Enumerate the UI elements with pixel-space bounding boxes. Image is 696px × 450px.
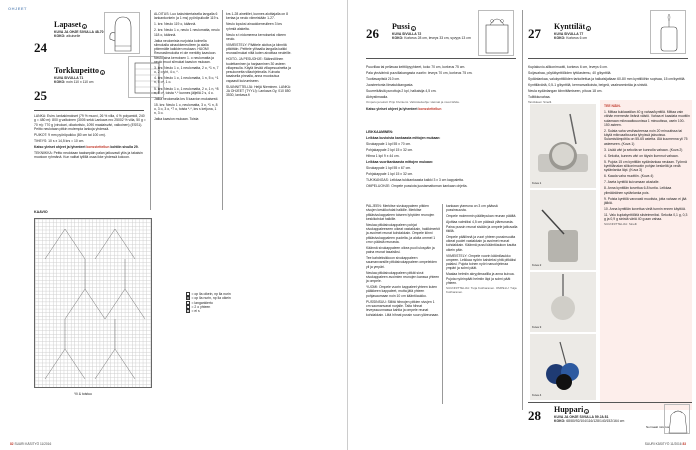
photo-4 (530, 334, 596, 400)
photo-3 (530, 272, 596, 332)
instruction-row-5: 5. krs: Neulo 1 o, 1 neulomatta, 2 o, 1 n, *8 n, 8 o*, toista *-* kunnes jäljellä 2 s, 4 o. (154, 86, 219, 95)
right-page (348, 0, 696, 450)
photo-1 (530, 104, 596, 188)
mitten-sketch (104, 12, 140, 54)
katso-text: Katso yleiset ohjeet ja lyhenteet (34, 144, 86, 149)
difficulty-icon: ● (83, 24, 86, 29)
instructions-column-3 (226, 12, 292, 99)
pattern-28-subtitle: KUVA JA OHJE SIVULLA 59 JA 81 (554, 415, 609, 419)
instruction-hoito: HOITO- JA PESUOHJE: Säännöllinen tuulettaminen ja harjaaminen 30 asteen villapesulla. Käytä lievää villapesuainetta ja pesukonetta villaohjelmalla. Kuivata tasaisella pinnalla, anna muotoutua vapaasti kuivumiseen. (226, 57, 291, 83)
instruction-row-4: 4. krs: Neulo 1 o, 1 neulomatta, 1 n, 5 o, *1 n, 5 o*, 1 o. (154, 76, 219, 85)
divider (528, 402, 692, 403)
photo-label-3: Kuva 3 (532, 325, 542, 330)
photo-label-1: Kuva 1 (532, 181, 542, 186)
instruction-bind-off: Neulo s:t nidomeena kerrokseksi vikeen neulo. (226, 32, 286, 41)
designer-credit: SUUNNITTELIJA: Heljä Nieminen. LANKA: JA OHJEET (TYYLI): Lankava Oy, 010 850 3530, lankava.fi (226, 84, 292, 98)
difficulty-icon: ● (412, 26, 415, 31)
pattern-28-number: 28 (528, 408, 541, 423)
legend-swatch-yarnover: ○ (187, 301, 190, 306)
left-footer (10, 442, 51, 446)
pattern-27-header (554, 22, 634, 41)
pattern-26-koko: Korkeus 28 cm, leveys 33 cm, syvyys 13 cm (404, 36, 471, 41)
pattern-26-koko-label: KOKO: (392, 36, 404, 41)
legend-item: = op lla oikein, np lla nurin (186, 292, 276, 296)
pattern-25-number: 25 (34, 88, 47, 103)
legend-item: = op lla nurin, np lla oikein (186, 296, 276, 300)
credit-26: Ompelu ja teksti: Pirjo Kiviniemi. Valmisteluohje: Heimat ja muut lähde. (366, 100, 460, 105)
pattern-26-title: Pussi (392, 22, 410, 31)
candle-sketch (650, 10, 686, 54)
bag-sketch (478, 10, 514, 56)
legend-item: = ei s (186, 309, 276, 313)
photo-2 (530, 190, 596, 270)
photo-label-2: Kuva 2 (532, 263, 542, 268)
pattern-27-koko: Korkeus 6 cm (566, 36, 587, 41)
tarvikkeet-26 (366, 60, 516, 113)
instruction-repeat: Jatka kaavion mukaan. Toista (154, 117, 199, 122)
katso-26-link[interactable]: konsstettellun (418, 106, 442, 111)
difficulty-icon: ● (101, 70, 104, 75)
tarvikkeet-27: Kuplakuvio-silikonimuotti, korkeus 6 cm, leveys 6 cm. Soijavahaa, pöytäkynttilöiden tyttöastemu, 40 g/kynttilä. Sydänlankaa, valukynttilöiden tarkoitettua ja halkaisijaltaan 60-80 mm kynttilöihin sopivaa, 15 cm/kynttilä. Kynttiläväriä, 0,5-1 g/kynttilä, kermanvalkoista, beigeä, vaaleanmintäa ja sinistä. Neula sydänlangan kiinnittämiseen, pituus 18 cm. Tulitikkuvahaa. Tarvikkeet: Sinelli. (528, 65, 686, 105)
pattern-25-title: Torkkupeitto (54, 66, 100, 75)
katso-link[interactable]: konsstettellun (86, 144, 110, 149)
pattern-28-header (554, 405, 644, 424)
leikkaaminen-header: LEIKKAAMINEN: (366, 130, 394, 134)
pattern-26-header (392, 22, 482, 41)
photo-label-4: Kuva 4 (532, 393, 542, 398)
instruction-finish-rows: Neulo lopuksi ainaokkeneulleen 3 krs ryhmiä alakelta. (226, 22, 282, 31)
katso-26: Katso yleiset ohjeet ja lyhenteet konsstettellun (366, 106, 442, 111)
pattern-26-subtitle: KUVA SIVULLA 72 (392, 32, 422, 36)
knitting-chart (34, 218, 152, 388)
difficulty-icon: ● (587, 26, 590, 31)
pattern-28-level: Normaali mitoitus (646, 425, 670, 429)
supply-item: Aktrystimaalia. (366, 95, 389, 100)
column-rule (522, 10, 523, 410)
materials-column (34, 114, 146, 161)
katso-tail: kohtiin sivulla 29. (110, 144, 139, 149)
difficulty-icon: ● (585, 409, 588, 414)
pattern-24-koko-label: KOKO: (54, 34, 66, 39)
legend-swatch-no-stitch (186, 309, 190, 313)
leikkaaminen: LEIKKAAMINEN: Leikkaa kuvioista kankaasta mittojen mukaan: Sivukappale 1 kpl 55 x 70 cm. Pohjakappale 2 kpl 15 x 32 cm. Hihna 1 kpl 9 x 44 cm. Leikkaa vuorikankaasta mittojen mukaan: Sivukappale 1 kpl 55 x 67 cm. Pohjakappale 1 kpl 15 x 32 cm. TUKIKANGAS: Leikkaa tukikankaasta kaikki 3 x 3 cm kappaletta. OMPELUOHJE: Ompele pussiota juustamattoman kankaan ohjeita. (366, 130, 516, 190)
pattern-27-koko-label: KOKO: (554, 36, 566, 41)
supply-item: Tuottavapitsiä 210 cm. (366, 77, 400, 82)
chart-title: KAAVIO (34, 210, 48, 214)
instructions-26-col-a: PALJEEN: Merkitse sivukappaleen pitkien sivujen keskikohdat halkille. Merkitse pitkäsivukappaleen toiseen lyhyiden reunojen keskikohdat halkille. Neulaa pitkäsivukappaleen pohjat sivukappaleeseen oikeat vastakkain, haklkimerkit ja avoimet reunat kohdakkain. Ompele kiinni pitkäsivukappaleen puolelta, ja aloita ommel 1 cm:n päästä reunasta. Käännä sivukappaleen oikea puoli ulospäin ja paina reunat tasaisiksi. Tee kahdeksikkoon sivukappaleen saumanvarsille pitkäsivukappaleen ompeleiden yli ja ympäri. Neulaa pitkäsivukappaleen pitkät sivut sivukappaleen avoimien reunojen kanssa yhteen ja ompele. YUOMI: Ompele vuorin kappaleet yhteen kuten pääkkeen kappaleet, mutta jätä yhteen pohjasaumaan noin 10 cm kääntöaukko. PUSSINSUU: Sillitä hihnojen pitkien sivujen 1 cm saumanvarat nurjalle. Taita hihnat leveyssuunnassa kahtia ja ompele reunat kohdakkain. Liitä hihnat pussin suun yläreunaan. (366, 204, 440, 317)
pattern-28-koko-label: KOKO: (554, 419, 566, 424)
pattern-28-koko: 68/80/92/104/116/128/140/152/164 cm (566, 419, 625, 424)
instructions-26-col-b: kankaan ylareuna on 3 cm päässä pussinsuusta. Ompele molemmin päällepukan reunan päältä. Ajoittaa valmiiksi 4,5 cm päässä yläreunasta. Paina pussin reunat sisään ja ompele jatkuvalla tikillä. Ompele pääliinnä ja vuori yhteen pussinsuulta oikeat puolet vastakkain ja avoimet reunat kohdakkain. Käännä pussi kääntöaukon kautta oikein päin. VIIMEISTELY: Ompele vuorin kääntöaukko umpeen. Leikkaa nyörin kahdeksi yhtä pitkäksi palaksi. Pujota toinen nyöri naruohjelmaa ympäri ja solmi päät. Maalaa helmiin akryylimaalilla ja anna kuivua. Pujota nyörinpäät helmiin läpi ja solmi päät yhteen. SUUNNITTELIJA: Tuija Kotiharanen. OMPELU: Tuija Kotiharanen. (446, 204, 518, 294)
instruction-aloitus: ALOITUS: Luo kaksinkertaisella langalla 6 lankankorkein (a 1 ms) pyöröpuikolle 119 s. (154, 12, 220, 21)
general-instructions-note (34, 145, 146, 149)
tekniikka: TEKNIIKKA: Peitto neulotaan taaksepäin palan jatkuvasti ylös ja takaisin muotoon ryhmänä. Kun valitat tyllillä osaa ikke yhdessä kokoon. (34, 150, 143, 160)
supply-item: Pala yksivärinä puuvillakangasta vuoriin: leveys 70 cm, korkeus 75 cm. (366, 71, 473, 76)
supply-item: Juosteetonta liimatukikangasta. (366, 83, 414, 88)
left-magazine: SUURI KÄSITYÖ 11/2016 (14, 442, 52, 446)
instruction-rows: krs 1-28 ainetiilet, kunnes aloittajalla on 8 kertaa ja neulo viimeistään 1-27. (226, 12, 289, 21)
chart-legend (186, 292, 276, 313)
pattern-24-koko: aikuiselle (66, 34, 81, 39)
right-footer (645, 442, 686, 446)
divider (34, 110, 144, 111)
hoodie-sketch (664, 404, 690, 434)
legend-swatch-k2tog: / (186, 305, 190, 309)
supply-item: Suurreikäisiä punottuja 2 kpl, halkaisija 4,5 cm. (366, 89, 437, 94)
instruction-viimeistely: VIIMEISTELY: Päättele aloitus ja kiinnitä pitkittäin. Peittele ylihaalla langalla kaikki reunasilmukat niitä kuten aivoittaa neuleille. (226, 42, 292, 56)
instruction-row-2: 2. krs: Neulo 1 o, neulo 1 neulomatta, neulo 118 o, käännä. (154, 28, 220, 37)
left-page-number: 82 (10, 442, 14, 446)
pattern-28-title: Huppari (554, 405, 584, 414)
instruction-row-1: 1. krs: Neulo 119 o, käännä. (154, 22, 197, 27)
pattern-24-title: Lapaset (54, 20, 82, 29)
steps-list: TEE NÄIN. 1. Mittaa kuklaastilan 40 g vahaa/kynttilä. Mittaa vain vähän enemmän lieänä väistö. Vahaa ei kaadata muottiin sulamaan mikroaaltouunissa 1 minuutissa, usein 100-150 asteen. 2. Sulata vaha vesihauteessa noin 20 minuutissa tai käytä mikroaaltouunia lyhyissä jaksoissa. Sulamislämpötila on 55-65 astetta. Älä kuumenna yli 75 asteeseen. (Kuva 1) 3. Lisää väri ja sekoita se kunnolla vahaan. (Kuva 2) 4. Sekoita, kunnes väri on täysin liuennut vahaan. 5. Pujota 15 cm kynttilän sydänlankaa neulaan. Työnnä kynttilänalan silikonimuotin pohjan keskeltä ja vedä sydänlanka läpi. (Kuva 3) 6. Kaada vaha muottiin. (Kuva 4) 7. Aseta kynttilä kuivumaan alustalle. 8. Anna kynttilän kovettua 6-8 tuntia. Leikkaa ylimääräinen sydänlanka pois. 9. Poista kynttilä varovasti muotista, jotta vahaan ei jää jälkiä. 10. Anna kynttilän kovettua vielä tunnin ennen käyttöä. 11. Valu kuplakynttilöitä siisteimmiksi. Sekoita 0,1 g, 0,3 g ja 0,9 g sinistä väriä 40 g:aan vahaa. SUUNNITTELIJA: Sinelli (604, 104, 690, 227)
pattern-25-koko-label: KOKO: (54, 80, 66, 85)
column-rule (150, 10, 151, 210)
legend-item: / = 2 o yhteen (187, 304, 211, 310)
instruction-row-15: 15. krs: Neulo 1 o, neulomatta, 3 o, *1 n, 8 o, 3 o, 3 o, *7 o, toista *-*, krs s ketjuna, 1 n, 3 o. (154, 102, 218, 116)
section-label: OHJEET (8, 6, 28, 11)
pattern-27-subtitle: KUVA SIVULLA 77 (554, 32, 584, 36)
chart-caption: Yli & toistuu (74, 392, 92, 396)
pattern-26-number: 26 (366, 26, 379, 41)
right-magazine: SUURI KÄSITYÖ 11/2016 (644, 442, 682, 446)
pattern-25-koko: noin 110 x 110 cm (66, 80, 94, 85)
legend-item: ○ = langankierto (187, 300, 213, 306)
column-rule (442, 204, 443, 404)
divider (528, 58, 688, 59)
materials-tiheys: TIHEYS: 10 s x 14,5 krs = 10 cm. (34, 138, 85, 143)
instruction-continue: Jatka neulomalla krs 5 kaavion mukaisesti. (154, 96, 219, 101)
right-page-number: 83 (682, 442, 686, 446)
materials-puikot: PUIKOT: 9 mm pyöröpuikko (80 cm tai 100 cm). (34, 132, 106, 137)
instructions-column-2 (154, 12, 220, 123)
divider (366, 58, 516, 59)
pattern-24-subtitle: KUVA JA OHJE SIVULLA 48-70 (54, 30, 104, 34)
materials-lanka: LANKA: Esim. lankakimokset (79 % muovi, 26 % villa, 4 % polyamidi, 240 g = 480 m): 800 g valkoinen (3005 sekä Lankava nro 25002 % villa, 50 g = 70 m): 770 g (vinokari, olkatoriisio, 1090 maalaisväri, valkoinen) (ESS1). Peitto neulotaan pitkin mulempia lankoja yhdessä. (34, 114, 146, 131)
steps-title: TEE NÄIN. (604, 104, 621, 108)
pattern-27-number: 27 (528, 26, 541, 41)
supply-item: Puuvillaa tai pellavaa keittiöpyyhkeet, koko 70 cm, korkeus 75 cm. (366, 65, 466, 70)
column-rule (222, 10, 223, 210)
pattern-25-subtitle: KUVA SIVULLA 71 (54, 76, 84, 80)
pattern-24-number: 24 (34, 40, 47, 55)
instruction-row-3: 3. krs: Neulo 1 o, 1 neulomatta, 2 o, *1 n, 7 o, 2 o yht, 4 o, *. (154, 65, 219, 75)
pattern-27-title: Kynttilät (554, 22, 586, 31)
instruction-note: Jatka neulomista nurjoista kolmella silmukalla ainaokkeneulleen ja alalla pitimmälle kaikkien mukaan. HUOM! Reunasilmukoita ei ole merkitty kaavioon. Neulo aina kerroksen 1. o neulomatta ja neulo muut silmukat kaavion mukaan. (154, 38, 217, 64)
